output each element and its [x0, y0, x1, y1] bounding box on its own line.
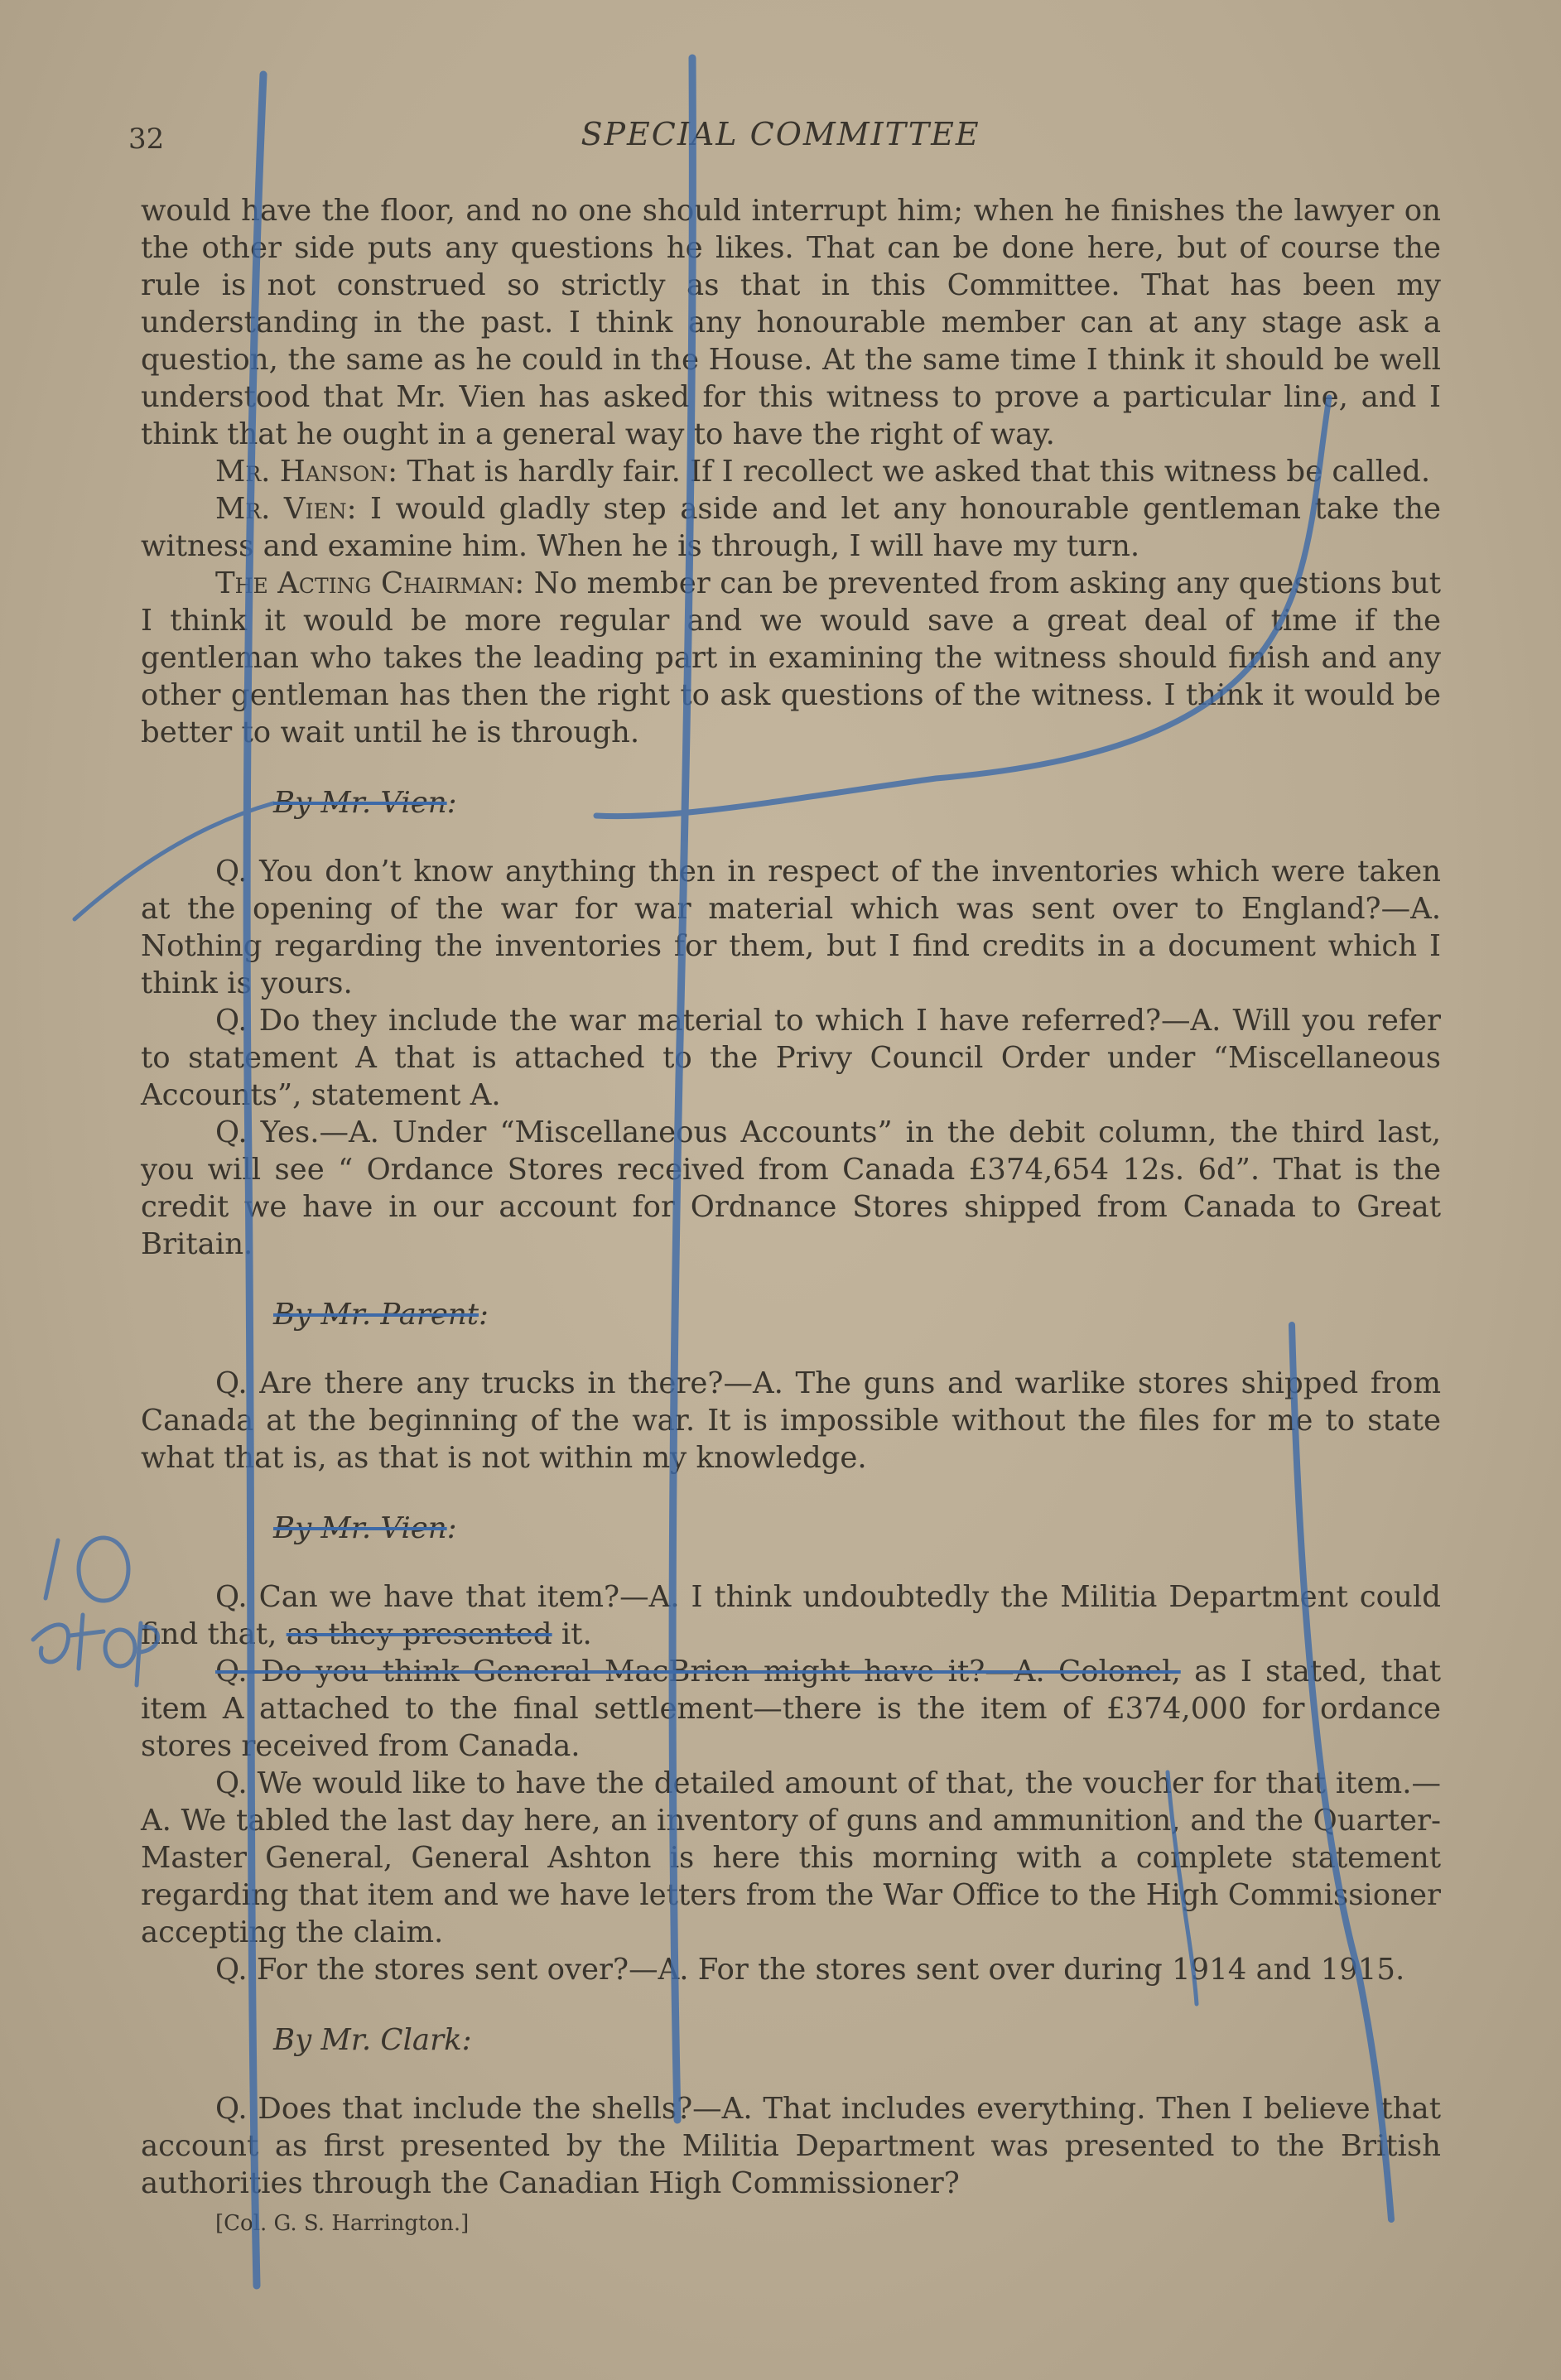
witness-footer: [Col. G. S. Harrington.]	[215, 2211, 470, 2236]
question-answer: Q. You don’t know anything then in respect of the inventories which were taken at the opening of the war for war material which was sent over to England?—A. Nothing regarding the inventories for them, but I find credits in a document which I think is yours.	[141, 855, 1441, 1000]
speech-text: : That is hardly fair. If I recollect we asked that this witness be called.	[388, 455, 1431, 489]
speech-text: : No member can be prevented from asking any questions but I think it would be more regular and we would save a great deal of time if the gentleman who takes the leading part in examining the witness should finish and any other gentleman has then the right to ask questions of the witness. I think it would be better to wait until he is through.	[141, 566, 1441, 749]
question-answer: Q. Yes.—A. Under “Miscellaneous Accounts” in the debit column, the third last, you will see “ Ordance Stores received from Canada £374,654 12s. 6d”. That is the credit we have in our account for Ordnance Stores shipped from Canada to Great Britain.	[141, 1115, 1441, 1261]
examiner-name: By Mr. Vien	[273, 786, 447, 820]
question-answer: Q. For the stores sent over?—A. For the stores sent over during 1914 and 1915.	[215, 1953, 1405, 1987]
question-answer: Q. Do you think General MacBrien might have it?—A. Colonel, as I stated, that item A attached to the final settlement—there is the item of £374,000 for ordance stores received from Canada.	[141, 1655, 1441, 1763]
examiner-name: By Mr. Vien	[273, 1511, 447, 1545]
examiner-name: By Mr. Clark	[273, 2023, 462, 2057]
margin-note-handwriting	[25, 1524, 174, 1689]
page-number: 32	[128, 123, 165, 156]
question-answer: Q. Can we have that item?—A. I think undoubtedly the Militia Department could find that, as they presented it.	[141, 1580, 1441, 1651]
speech-text: : I would gladly step aside and let any honourable gentleman take the witness and examine him. When he is through, I will have my turn.	[141, 492, 1441, 563]
examiner-heading: By Mr. Parent:	[273, 1298, 489, 1332]
struck-text: Q. Do you think General MacBrien might have it?—A. Colonel,	[215, 1655, 1181, 1689]
question-answer: Q. Are there any trucks in there?—A. The guns and warlike stores shipped from Canada at the beginning of the war. It is impossible without the files for me to state what that is, as that is not within my knowledge.	[141, 1366, 1441, 1475]
paragraph-acting-chairman	[141, 565, 1441, 751]
running-head: SPECIAL COMMITTEE	[581, 116, 980, 152]
question-answer: Q. We would like to have the detailed amount of that, the voucher for that item.—A. We tabled the last day here, an inventory of guns and ammunition, and the Quarter-Master General, General Ashton is here this morning with a complete statement regarding that item and we have letters from the War Office to the High Commissioner accepting the claim.	[141, 1766, 1441, 1949]
paragraph-vien	[141, 490, 1441, 565]
paragraph-hanson	[141, 453, 1441, 490]
page-header	[0, 116, 1561, 166]
examiner-heading: By Mr. Vien:	[273, 786, 457, 820]
question-answer: Q. Do they include the war material to which I have referred?—A. Will you refer to statement A that is attached to the Privy Council Order under “Miscellaneous Accounts”, statement A.	[141, 1004, 1441, 1112]
examiner-name: By Mr. Parent	[273, 1298, 479, 1332]
struck-text: as they presented	[286, 1617, 552, 1651]
question-answer: Q. Does that include the shells?—A. That includes everything. Then I believe that account as first presented by the Militia Department was presented to the British authorities through the Canadian High Commissioner?	[141, 2092, 1441, 2200]
speaker-name: Mr. Vien	[215, 492, 347, 526]
examiner-heading: By Mr. Vien:	[273, 1511, 457, 1545]
paragraph-continuation: would have the floor, and no one should interrupt him; when he finishes the lawyer on the other side puts any questions he likes. That can be done here, but of course the rule is not construed so strictly as that in this Committee. That has been my understanding in the past. I think any honourable member can at any stage ask a question, the same as he could in the House. At the same time I think it should be well understood that Mr. Vien has asked for this witness to prove a particular line, and I think that he ought in a general way to have the right of way.	[141, 194, 1441, 451]
examiner-heading: By Mr. Clark:	[273, 2023, 472, 2057]
transcript-body	[141, 192, 1441, 2243]
speaker-name: The Acting Chairman	[215, 566, 515, 600]
speaker-name: Mr. Hanson	[215, 455, 388, 489]
